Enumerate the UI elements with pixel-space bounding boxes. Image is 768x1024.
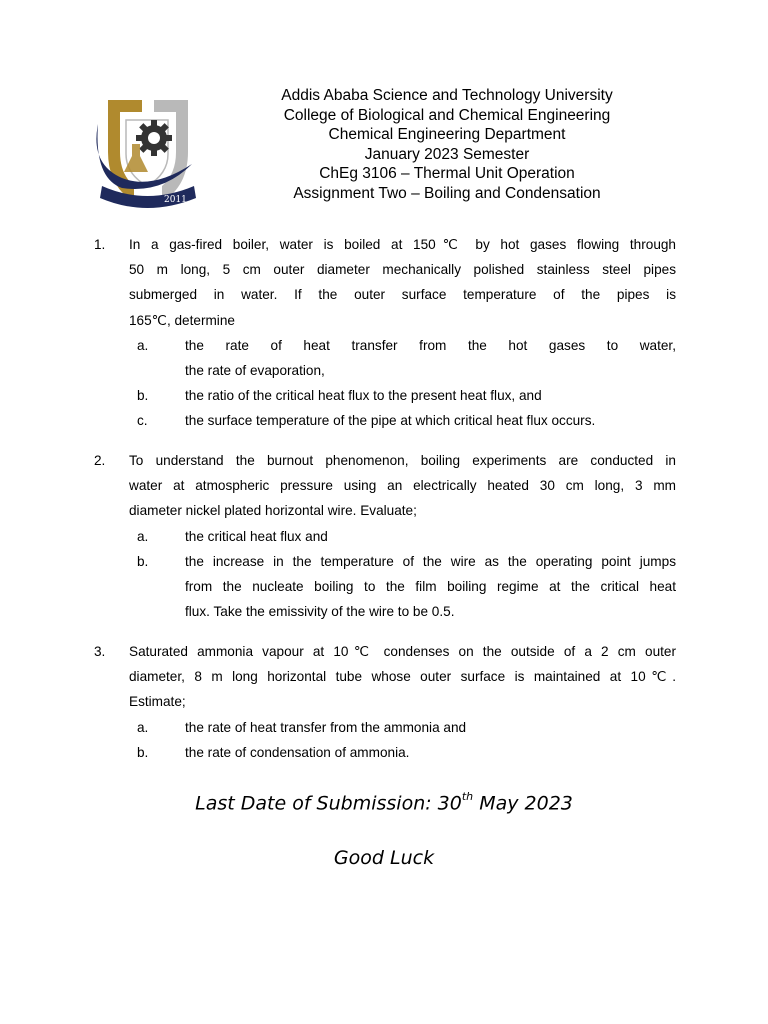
part-line: the surface temperature of the pipe at which critical heat flux occurs.: [185, 413, 596, 429]
deadline-prefix: Last Date of Submission: 30: [195, 792, 462, 815]
part-letter: c.: [137, 413, 148, 429]
question-part: [129, 524, 676, 549]
question-part: [129, 383, 676, 408]
question-2: [94, 448, 676, 624]
semester: January 2023 Semester: [364, 145, 530, 163]
stem-line: To understand the burnout phenomenon, boiling experiments are conducted in: [129, 453, 676, 468]
college-name: College of Biological and Chemical Engineering: [283, 106, 611, 124]
part-line: the critical heat flux and: [185, 528, 328, 544]
university-logo: [92, 94, 202, 214]
question-part: [129, 740, 676, 765]
seal-year-text: 2011: [164, 195, 187, 205]
department-name: Chemical Engineering Department: [328, 126, 566, 144]
stem-line: 165℃, determine: [129, 312, 235, 328]
stem-line: Saturated ammonia vapour at 10℃ condenses on the outside of a 2 cm outer: [129, 644, 676, 659]
question-3: [94, 639, 676, 765]
assignment-title: Assignment Two – Boiling and Condensation: [293, 184, 601, 202]
part-letter: a.: [137, 528, 149, 544]
part-line: flux. Take the emissivity of the wire to be 0.5.: [185, 604, 455, 620]
part-line: the rate of heat transfer from the hot gases to water,: [185, 337, 676, 353]
stem-line: diameter nickel plated horizontal wire. Evaluate;: [129, 503, 417, 519]
part-letter: b.: [137, 388, 149, 404]
part-letter: a.: [137, 719, 149, 735]
stem-line: 50 m long, 5 cm outer diameter mechanically polished stainless steel pipes: [129, 262, 676, 278]
question-part: [129, 549, 676, 625]
question-stem: [129, 448, 676, 524]
question-stem: [129, 639, 676, 715]
stem-line: Estimate;: [129, 694, 186, 710]
part-letter: a.: [137, 337, 149, 353]
submission-deadline: [0, 792, 768, 814]
deadline-ordinal: th: [461, 790, 474, 803]
part-line: from the nucleate boiling to the film boiling regime at the critical heat: [185, 579, 676, 595]
question-part: [129, 333, 676, 383]
part-line: the rate of condensation of ammonia.: [185, 744, 410, 760]
part-line: the ratio of the critical heat flux to the present heat flux, and: [185, 388, 542, 404]
part-letter: b.: [137, 744, 149, 760]
question-number: 2.: [94, 453, 106, 468]
stem-line: submerged in water. If the outer surface temperature of the pipes is: [129, 287, 676, 303]
question-part: [129, 408, 676, 433]
stem-line: In a gas-fired boiler, water is boiled at 150℃ by hot gases flowing through: [129, 237, 676, 252]
deadline-suffix: May 2023: [473, 792, 573, 815]
course-title: ChEg 3106 – Thermal Unit Operation: [319, 165, 575, 183]
question-stem: [129, 232, 676, 333]
part-letter: b.: [137, 553, 149, 569]
part-line: the increase in the temperature of the wire as the operating point jumps: [185, 553, 676, 569]
question-number: 1.: [94, 237, 106, 252]
part-line: the rate of heat transfer from the ammonia and: [185, 719, 467, 735]
part-line: the rate of evaporation,: [185, 363, 325, 379]
document-header: [220, 86, 674, 204]
closing-note: Good Luck: [333, 847, 435, 869]
university-seal-icon: [92, 94, 202, 214]
question-number: 3.: [94, 644, 106, 659]
question-1: [94, 232, 676, 434]
question-part: [129, 715, 676, 740]
university-name: Addis Ababa Science and Technology University: [281, 87, 613, 104]
stem-line: water at atmospheric pressure using an electrically heated 30 cm long, 3 mm: [129, 478, 676, 494]
stem-line: diameter, 8 m long horizontal tube whose outer surface is maintained at 10℃.: [129, 669, 676, 685]
